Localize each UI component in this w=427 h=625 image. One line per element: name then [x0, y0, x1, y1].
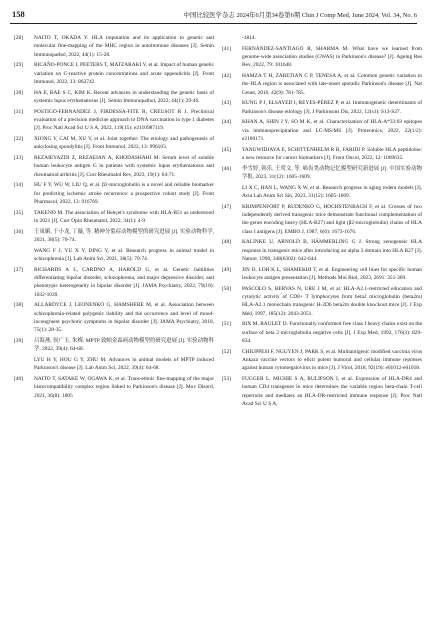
reference-item: [222, 285, 422, 318]
reference-text: LI X C, HAN L, WANG X W, et al. Research progress in aging rodent models [J]. Acta Lab Anim Sci Sin, 2023, 31(12): 1605-1609.: [242, 184, 422, 199]
reference-number: [45]: [222, 146, 231, 153]
reference-text: KALINKE U, ARNOLD B, HÄMMERLING G J. Strong xenogeneic HLA response in transgenic mice after introducing an alpha 3 domain into HLA B27 [J]. Nature, 1990, 348(6302): 642-644.: [242, 239, 422, 262]
reference-text: FERNÁNDEZ-SANTIAGO R, SHARMA M. What have we learned from genome-wide association studies (GWAS) in Parkinson's disease? [J]. Ageing Res Rev, 2022, 79: 101648.: [242, 45, 422, 69]
reference-text: BIX M, RAULET D. Functionally conformed free class I heavy chains exist on the surface of beta 2 microglobulin negative cells [J]. J Exp Med, 1992, 176(3): 829-834.: [242, 321, 422, 344]
reference-number: [37]: [14, 266, 23, 273]
reference-number: [50]: [222, 285, 231, 292]
reference-number: [52]: [222, 348, 231, 355]
reference-number: [40]: [14, 375, 23, 382]
reference-text: KRIMPENFORT P, RUDENKO G, HOCHSTENBACH F, et al. Crosses of two independently derived transgenic mice demonstrate functional complementation of the genes encoding heavy (HLA-B27) and light (β2-microglobulin) chains of HLA class I antigens [J]. EMBO J, 1987, 6(6): 1673-1676.: [242, 203, 422, 235]
reference-text: CHIUPPESI F, NGUYEN J, PARK S, et al. Multiantigenic modified vaccinia virus Ankara vaccine vectors to elicit potent humoral and cellular immune reponses against human cytomegalovirus in mice [J]. J Virol, 2018, 92(19): e01012-e01018.: [242, 348, 422, 372]
reference-number: [43]: [222, 100, 231, 107]
reference-number: [35]: [14, 209, 23, 216]
reference-item: [14, 209, 214, 226]
reference-text: 吕海燕, 侯广玉, 朱梅. MPTP 致帕金森病动物模型的研究进展 [J]. 实验动物科学, 2022, 39(4): 64-68.: [34, 337, 214, 353]
reference-text: 李雪婷, 韩乐, 王莺文, 等. 啮齿类动物记忆模型研究新进展 [J]. 中国实验动物学报, 2023, 31(12): 1605-1609.: [242, 165, 422, 180]
reference-number: [42]: [222, 72, 231, 79]
reference-number: [39]: [14, 337, 23, 344]
reference-text: LYU H Y, HOU G Y, ZHU M. Advances in animal models of MPTP induced Parkinson's disease [J]. Lab Anim Sci, 2022, 39(4): 64-68.: [34, 356, 214, 372]
reference-item: [222, 348, 422, 373]
reference-text: HU F Y, WU W, LIU Q, et al. β2-microglobulin is a novel and reliable biomarker for predicting ischemic stroke recurrence: a prospective cohort study [J]. Front Pharmacol, 2022, 13: 916769.: [34, 182, 214, 205]
reference-text: RICHARDS A L, CARDNO A, HAROLD G, et al. Genetic liabilities differentiating bipolar disorder, schizophrenia, and major depressive disorder, and phenotypic heterogeneity in bipolar disorder [J]. JAMA Psychiatry, 2022, 79(10): 1032-1039.: [34, 266, 214, 298]
reference-number: [34]: [14, 182, 23, 189]
reference-text: TAKENO M. The association of Behçet's syndrome with HLA-B51 as understood in 2021 [J]. Curr Opin Rheumatol, 2022, 34(1): 4-9.: [34, 209, 214, 224]
reference-item: [14, 154, 214, 179]
reference-item: [222, 118, 422, 143]
reference-text: HA E, BAE S C, KIM K. Recent advances in understanding the genetic basis of systemic lupus erythematosus [J]. Semin Immunopathol, 2022, 44(1): 29-46.: [34, 89, 214, 104]
reference-number: [49]: [222, 266, 231, 273]
reference-item-continued: [222, 34, 422, 42]
reference-number: [48]: [222, 239, 231, 246]
reference-number: [30]: [14, 89, 23, 96]
reference-item: [222, 99, 422, 116]
reference-number: [29]: [14, 62, 23, 69]
reference-item: [222, 165, 422, 182]
reference-number: [46]: [222, 165, 231, 172]
reference-column-right: [222, 34, 422, 411]
reference-text: POSTIGO-FERNANDEZ J, FIRDESSA-FITE R, CREUSOT R J. Preclinical evaluation of a precision medicine approach to DNA vaccination in type 1 diabetes [J]. Proc Natl Acad Sci U S A, 2022, 119(15): e2110987119.: [34, 108, 214, 132]
reference-number: [33]: [14, 154, 23, 161]
reference-item: [222, 320, 422, 345]
reference-item: [14, 135, 214, 152]
reference-item: [14, 61, 214, 86]
reference-number: [41]: [222, 45, 231, 52]
reference-number: [32]: [14, 135, 23, 142]
reference-item: [14, 301, 214, 334]
reference-text: TANUWIDJAYA E, SCHITTENHELM R B, FARIDI P. Soluble HLA peptidome: a new resource for cancer biomarkers [J]. Front Oncol, 2022, 12: 1069635.: [242, 146, 422, 161]
page-header: [0, 0, 427, 24]
reference-item: [14, 108, 214, 133]
reference-number: [51]: [222, 321, 231, 328]
reference-item-translation: [14, 247, 214, 264]
reference-number: [47]: [222, 203, 231, 210]
reference-number: [38]: [14, 302, 23, 309]
reference-item: [222, 45, 422, 70]
reference-number: [53]: [222, 375, 231, 382]
reference-number: [44]: [222, 119, 231, 126]
reference-text: -1814.: [242, 35, 256, 41]
reference-text: HAMZA T H, ZABETIAN C P, TENESA A, et al. Common genetic variation in the HLA region is associated with late-onset sporadic Parkinson's disease [J]. Nat Genet, 2010, 42(9): 781-785.: [242, 72, 422, 96]
reference-item: [222, 266, 422, 283]
reference-column-left: [14, 34, 214, 402]
reference-item: [222, 375, 422, 408]
reference-text: WANG F J, YU X Y, DING Y, et al. Research progress in animal model in schizophrenia [J]. Lab Anim Sci, 2021, 38(5): 70-74.: [34, 247, 214, 262]
reference-item: [14, 34, 214, 59]
reference-text: PASCOLO S, BERVAS N, URE J M, et al. HLA-A2.1-restricted education and cytolytic activity of CD8+ T lymphocytes from beta2 microglobulin (beta2m) HLA-A2.1 monochain transgenic H-2Db beta2m double knockout mice [J]. J Exp Med, 1997, 185(12): 2043-2051.: [242, 285, 422, 317]
reference-text: FUGGER L, MICHIE S A, RULIFSON I, et al. Expression of HLA-DR4 and human CD4 transgenes in mice determines the variable region beta-chain T-cell repertoire and mediates an HLA-DR-restricted immune response [J]. Proc Natl Acad Sci U S A,: [242, 375, 422, 407]
reference-number: [31]: [14, 108, 23, 115]
reference-text: XIONG Y, CAI M, XU Y, et al. Joint together: The etiology and pathogenesis of ankylosing spondylitis [J]. Front Immunol, 2022, 13: 996103.: [34, 135, 214, 151]
reference-text: RICAÑO-PONCE I, PEETERS T, MATZARAKI V, et al. Impact of human genetic variation on C-reactive protein concentrations and acute appendicitis [J]. Front Immunol, 2022, 13: 862742.: [34, 62, 215, 86]
reference-text: 王岚媚, 于小龙, 丁璇, 等. 精神分裂症动物模型的研究进展 [J]. 实验动物科学, 2021, 38(5): 70-74.: [34, 228, 214, 243]
reference-item: [14, 337, 214, 354]
reference-item: [222, 72, 422, 97]
reference-item-translation: [222, 184, 422, 201]
reference-number: [36]: [14, 228, 23, 235]
reference-text: REZAIEYAZDI Z, REZAEIAN A, KHODASHAHI M. Serum level of soluble human leukocyte antigen G in patients with systemic lupus erythematosus and rheumatoid arthritis [J]. Curr Rheumatol Rev, 2023, 19(1): 64-71.: [34, 154, 214, 178]
reference-text: KUNG P J, ELSAYED I, REYES-PÉREZ P, et al. Immunogenetic determinants of Parkinson's disease etiology [J]. J Parkinsons Dis, 2022, 12(s1): S13-S27.: [242, 100, 422, 115]
page-number: 158: [12, 9, 25, 19]
reference-text: KHAN A, SHIN J Y, SO M K, et al. Characterization of HLA-A*33:03 epitopes via immunoprecipitation and LC-MS/MS [J]. Proteomics, 2022, 22(1/2): e2100171.: [242, 119, 422, 142]
reference-text: ALLARDYCE J, LEONENKO G, HAMSHERE M, et al. Association between schizophrenia-related polygenic liability and the occurrence and level of mood-incongruent psychotic symptoms in bipolar disorder [J]. JAMA Psychiatry, 2018, 75(1): 28-35.: [34, 302, 214, 334]
reference-number: [28]: [14, 35, 23, 41]
reference-item: [222, 146, 422, 163]
reference-item: [222, 238, 422, 263]
reference-item: [14, 181, 214, 206]
reference-item: [14, 89, 214, 106]
reference-item: [14, 228, 214, 245]
reference-item: [14, 375, 214, 400]
reference-text: NAITO T, SATAKE W, OGAWA K, et al. Trans-ethnic fine-mapping of the major histocompatibility complex region linked to Parkinson's disease [J]. Mov Disord, 2021, 36(8): 1805: [34, 375, 214, 399]
running-head: 中国比较医学杂志 2024年6月第34卷第6期 Chin J Comp Med, June 2024, Vol. 34, No. 6: [183, 12, 417, 19]
reference-text: JIN D, LOH K L, SHAMEKHI T, et al. Engineering cell lines for specific human leukocyte antigen presentation [J]. Methods Mol Biol, 2023, 2691: 351-369.: [242, 266, 422, 281]
reference-text: NAITO T, OKADA Y. HLA imputation and its application to genetic and molecular fine-mapping of the MHC region in autoimmune diseases [J]. Semin Immunopathol, 2022, 44(1): 15-28.: [34, 35, 214, 58]
reference-item: [14, 266, 214, 299]
reference-item: [222, 203, 422, 236]
header-rule: [10, 23, 417, 24]
reference-item-translation: [14, 356, 214, 373]
